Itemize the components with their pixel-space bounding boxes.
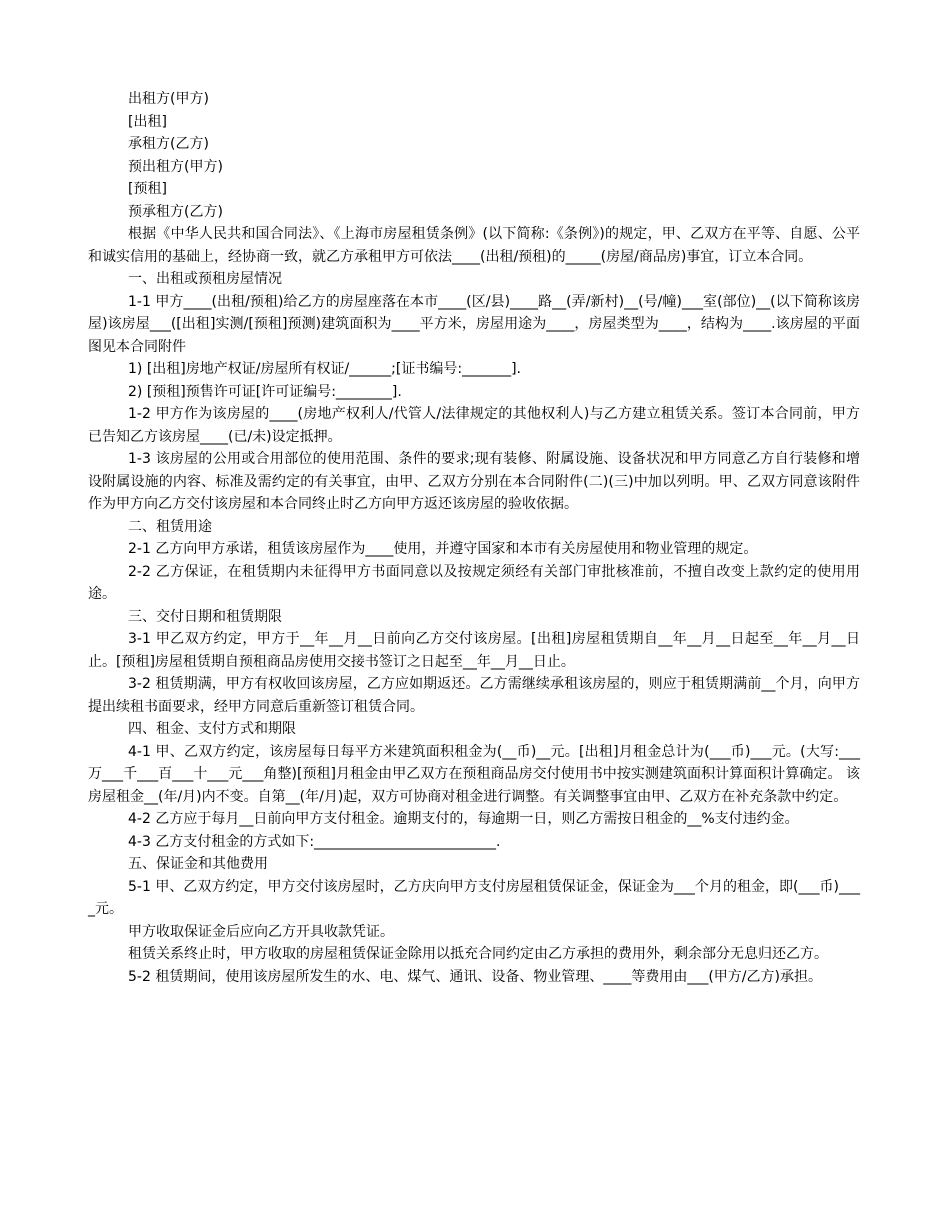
clause-5-1-receipt: 甲方收取保证金后应向乙方开具收款凭证。	[128, 923, 394, 940]
clause-2-2: 2-2 乙方保证，在租赁期内未征得甲方书面同意以及按规定须经有关部门审批核准前，不擅自改变上款约定的使用用途。	[88, 563, 860, 602]
label-rent: [出租]	[128, 113, 167, 130]
clause-4-2: 4-2 乙方应于每月__日前向甲方支付租金。逾期支付的，每逾期一日，则乙方需按日租金的__%支付违约金。	[128, 811, 799, 827]
section-heading-3: 三、交付日期和租赁期限	[128, 608, 282, 625]
clause-5-1-refund: 租赁关系终止时，甲方收取的房屋租赁保证金除用以抵充合同约定由乙方承担的费用外，剩余部分无息归还乙方。	[128, 946, 828, 962]
clause-4-1: 4-1 甲、乙双方约定，该房屋每日每平方米建筑面积租金为(__币)__元。[出租]月租金总计为(___币)___元。(大写:___万___千___百___十___元___角整)[预租]月租金由甲乙双方在预租商品房交付使用书中按实测建筑面积计算面积计算确定。 该房屋租金__(年/月)内不变。自第__(年/月)起，双方可协商对租金进行调整。有关调整事宜由甲、乙双方在补充条款中约定。	[88, 743, 860, 805]
section-heading-5: 五、保证金和其他费用	[128, 856, 268, 872]
clause-1-3: 1-3 该房屋的公用或合用部位的使用范围、条件的要求;现有装修、附属设施、设备状况和甲方同意乙方自行装修和增设附属设施的内容、标准及需约定的有关事宜，由甲、乙双方分别在本合同附件(二)(三)中加以列明。甲、乙双方同意该附件作为甲方向乙方交付该房屋和本合同终止时乙方向甲方返还该房屋的验收依据。	[88, 451, 860, 512]
section-heading-1: 一、出租或预租房屋情况	[128, 271, 282, 287]
clause-4-3: 4-3 乙方支付租金的方式如下:__________________________.	[128, 833, 501, 850]
clause-1-2: 1-2 甲方作为该房屋的____(房地产权利人/代管人/法律规定的其他权利人)与乙方建立租赁关系。签订本合同前，甲方已告知乙方该房屋____(已/未)设定抵押。	[88, 406, 860, 445]
clause-1-1-item-2: 2) [预租]预售许可证[许可证编号:________].	[128, 383, 402, 400]
clause-3-1: 3-1 甲乙双方约定，甲方于__年__月__日前向乙方交付该房屋。[出租]房屋租赁期自__年__月__日起至__年__月__日止。[预租]房屋租赁期自预租商品房使用交接书签订之日起至__年__月__日止。	[88, 631, 860, 670]
clause-1-1-item-1: 1) [出租]房地产权证/房屋所有权证/______;[证书编号:_______].	[128, 361, 521, 377]
preamble-paragraph: 根据《中华人民共和国合同法》、《上海市房屋租赁条例》(以下简称:《条例》)的规定，甲、乙双方在平等、自愿、公平和诚实信用的基础上，经协商一致，就乙方承租甲方可依法____(出租/预租)的_____(房屋/商品房)事宜，订立本合同。	[88, 226, 860, 265]
clause-5-2: 5-2 租赁期间，使用该房屋所发生的水、电、煤气、通讯、设备、物业管理、____等费用由___(甲方/乙方)承担。	[128, 968, 822, 985]
clause-3-2: 3-2 租赁期满，甲方有权收回该房屋，乙方应如期返还。乙方需继续承租该房屋的，则应于租赁期满前__个月，向甲方提出续租书面要求，经甲方同意后重新签订租赁合同。	[88, 676, 860, 715]
clause-1-1: 1-1 甲方____(出租/预租)给乙方的房屋座落在本市____(区/县)____路__(弄/新村)__(号/幢)___室(部位)__(以下简称该房屋)该房屋___([出租]实测/[预租]预测)建筑面积为____平方米，房屋用途为____，房屋类型为____，结构为____.该房屋的平面图见本合同附件	[88, 293, 860, 355]
section-heading-2: 二、租赁用途	[128, 518, 212, 535]
clause-5-1: 5-1 甲、乙双方约定，甲方交付该房屋时，乙方庆向甲方支付房屋租赁保证金，保证金为___个月的租金，即(___币)____元。	[88, 878, 860, 917]
party-pre-lessee: 预承租方(乙方)	[128, 203, 223, 220]
label-pre-rent: [预租]	[128, 181, 167, 197]
party-lessee: 承租方(乙方)	[128, 136, 209, 152]
party-pre-lessor: 预出租方(甲方)	[128, 158, 223, 175]
contract-document	[88, 88, 860, 988]
clause-2-1: 2-1 乙方向甲方承诺，租赁该房屋作为____使用，并遵守国家和本市有关房屋使用和物业管理的规定。	[128, 541, 758, 557]
section-heading-4: 四、租金、支付方式和期限	[128, 721, 296, 737]
party-lessor: 出租方(甲方)	[128, 91, 209, 107]
